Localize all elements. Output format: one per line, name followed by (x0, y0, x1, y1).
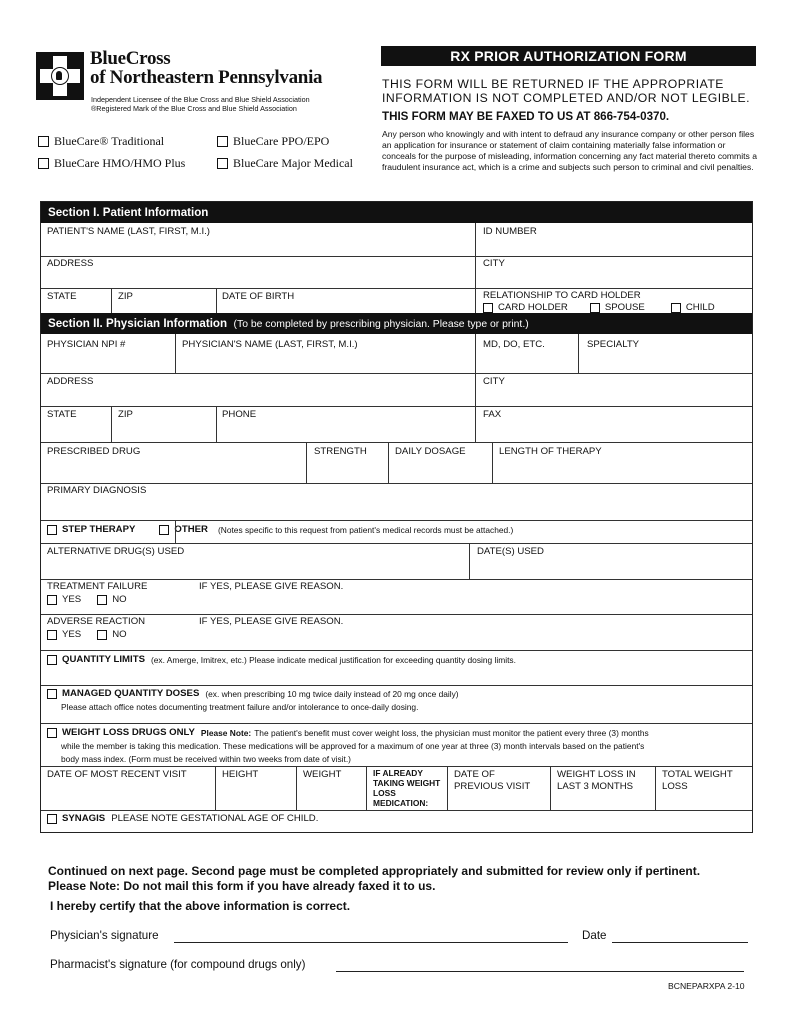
plan-option-hmo[interactable]: BlueCare HMO/HMO Plus (38, 156, 185, 171)
strength-field[interactable]: STRENGTH (314, 446, 367, 457)
prescribed-drug-field[interactable]: PRESCRIBED DRUG (47, 446, 141, 457)
synagis-row (47, 813, 318, 824)
physician-state-field[interactable]: STATE (47, 409, 77, 420)
daily-dosage-field[interactable]: DAILY DOSAGE (395, 446, 466, 457)
treatment-failure-label: TREATMENT FAILURE (47, 581, 148, 592)
managed-quantity-note2: Please attach office notes documenting treatment failure and/or intolerance to once-daily dosing. (61, 702, 419, 712)
patient-address-field[interactable]: ADDRESS (47, 258, 94, 269)
dates-used-field[interactable]: DATE(S) USED (477, 546, 544, 557)
checkbox-icon[interactable] (217, 136, 228, 147)
bluecross-logo-icon (36, 52, 84, 100)
id-number-field[interactable]: ID NUMBER (483, 226, 537, 237)
trademark-text: ®Registered Mark of the Blue Cross and Blue Shield Association (91, 104, 297, 113)
form-grid (40, 201, 753, 833)
physician-city-field[interactable]: CITY (483, 376, 505, 387)
plan-option-traditional[interactable]: BlueCare® Traditional (38, 134, 164, 149)
managed-quantity-row (47, 688, 459, 699)
physician-name-field[interactable]: PHYSICIAN'S NAME (LAST, FIRST, M.I.) (182, 339, 358, 350)
step-therapy-option[interactable]: STEP THERAPY (47, 524, 135, 535)
adverse-reaction-label: ADVERSE REACTION (47, 616, 146, 627)
weight-loss-note3: body mass index. (Form must be received within two weeks from date of visit.) (61, 754, 351, 764)
weight-loss-3mo-field[interactable]: WEIGHT LOSS IN LAST 3 MONTHS (557, 769, 636, 792)
adverse-reaction-yes[interactable]: YES (47, 629, 81, 640)
patient-city-field[interactable]: CITY (483, 258, 505, 269)
continued-notice: Continued on next page. Second page must be completed appropriately and submitted for review only if pertinent. (48, 864, 701, 878)
checkbox-icon[interactable] (97, 595, 107, 605)
certify-statement: I hereby certify that the above information is correct. (50, 899, 351, 913)
date-label: Date (582, 929, 607, 942)
weight-loss-option[interactable]: WEIGHT LOSS DRUGS ONLY (47, 727, 195, 738)
adverse-reaction-reason-field[interactable]: IF YES, PLEASE GIVE REASON. (199, 616, 344, 627)
plan-option-ppo[interactable]: BlueCare PPO/EPO (217, 134, 329, 149)
step-therapy-row (47, 524, 513, 535)
license-text: Independent Licensee of the Blue Cross and Blue Shield Association (91, 95, 310, 104)
other-option[interactable]: OTHER (159, 524, 208, 535)
previous-visit-field[interactable]: DATE OF PREVIOUS VISIT (454, 769, 531, 792)
patient-zip-field[interactable]: ZIP (118, 291, 133, 302)
checkbox-icon[interactable] (47, 655, 57, 665)
patient-state-field[interactable]: STATE (47, 291, 77, 302)
if-taking-label: IF ALREADY TAKING WEIGHT LOSS MEDICATION: (373, 768, 441, 808)
return-notice: THIS FORM WILL BE RETURNED IF THE APPROPRIATE INFORMATION IS NOT COMPLETED AND/OR NOT LEGIBLE. (382, 77, 751, 105)
form-code: BCNEPARXPA 2-10 (668, 981, 745, 991)
managed-quantity-option[interactable]: MANAGED QUANTITY DOSES (47, 688, 199, 699)
rel-card-holder-option[interactable]: CARD HOLDER (483, 302, 568, 313)
checkbox-icon[interactable] (217, 158, 228, 169)
checkbox-icon[interactable] (97, 630, 107, 640)
fax-notice: THIS FORM MAY BE FAXED TO US AT 866-754-0370. (382, 110, 670, 123)
checkbox-icon[interactable] (47, 814, 57, 824)
managed-quantity-note: (ex. when prescribing 10 mg twice daily instead of 20 mg once daily) (205, 688, 459, 699)
physician-signature-line[interactable] (174, 942, 568, 943)
date-of-birth-field[interactable]: DATE OF BIRTH (222, 291, 295, 302)
synagis-option[interactable]: SYNAGIS (47, 813, 105, 824)
credential-field[interactable]: MD, DO, ETC. (483, 339, 545, 350)
specialty-field[interactable]: SPECIALTY (587, 339, 640, 350)
pharmacist-signature-label: Pharmacist's signature (for compound drugs only) (50, 958, 306, 971)
treatment-failure-options (47, 594, 133, 605)
form-title: RX PRIOR AUTHORIZATION FORM (381, 46, 756, 66)
plan-option-major-medical[interactable]: BlueCare Major Medical (217, 156, 353, 171)
relationship-label: RELATIONSHIP TO CARD HOLDER (483, 290, 641, 301)
checkbox-icon[interactable] (47, 595, 57, 605)
weight-loss-row (47, 727, 649, 738)
physician-npi-field[interactable]: PHYSICIAN NPI # (47, 339, 126, 350)
brand-region: of Northeastern Pennsylvania (90, 67, 323, 88)
synagis-note: PLEASE NOTE GESTATIONAL AGE OF CHILD. (111, 813, 319, 824)
weight-loss-note1: The patient's benefit must cover weight loss, the physician must monitor the patient every three (3) months (254, 727, 649, 738)
adverse-reaction-no[interactable]: NO (97, 629, 126, 640)
checkbox-icon[interactable] (483, 303, 493, 313)
adverse-reaction-options (47, 629, 133, 640)
weight-field[interactable]: WEIGHT (303, 769, 342, 780)
primary-diagnosis-field[interactable]: PRIMARY DIAGNOSIS (47, 485, 147, 496)
checkbox-icon[interactable] (671, 303, 681, 313)
treatment-failure-yes[interactable]: YES (47, 594, 81, 605)
quantity-limits-note: (ex. Amerge, Imitrex, etc.) Please indicate medical justification for exceeding quantity dosing limits. (150, 654, 516, 665)
brand-name: BlueCross (90, 48, 171, 69)
section-patient-header: Section I. Patient Information (41, 202, 752, 223)
alternative-drugs-field[interactable]: ALTERNATIVE DRUG(S) USED (47, 546, 185, 557)
checkbox-icon[interactable] (38, 136, 49, 147)
rel-child-option[interactable]: CHILD (671, 302, 715, 313)
fraud-notice: Any person who knowingly and with intent to defraud any insurance company or other person files an application for insurance or statement of claim containing materially false information or conceals for the purpose of misleading, information concerning any fact material thereto commits a fraudulent insurance act, which is a crime and subjects such person to criminal and civil penalties. (382, 129, 757, 172)
date-line[interactable] (612, 942, 748, 943)
other-note: (Notes specific to this request from patient's medical records must be attached.) (217, 524, 514, 535)
no-mail-notice: Please Note: Do not mail this form if you have already faxed it to us. (48, 879, 436, 893)
pharmacist-signature-line[interactable] (336, 971, 744, 972)
checkbox-icon[interactable] (159, 525, 169, 535)
total-weight-loss-field[interactable]: TOTAL WEIGHT LOSS (662, 769, 733, 792)
quantity-limits-option[interactable]: QUANTITY LIMITS (47, 654, 145, 665)
physician-address-field[interactable]: ADDRESS (47, 376, 94, 387)
quantity-limits-row (47, 654, 516, 665)
weight-loss-note2: while the member is taking this medication. These medications will be approved for a maximum of one year at three (3) month intervals based on the patient's (61, 741, 645, 751)
physician-signature-label: Physician's signature (50, 929, 159, 942)
physician-phone-field[interactable]: PHONE (222, 409, 257, 420)
treatment-failure-reason-field[interactable]: IF YES, PLEASE GIVE REASON. (199, 581, 344, 592)
checkbox-icon[interactable] (47, 525, 57, 535)
recent-visit-field[interactable]: DATE OF MOST RECENT VISIT (47, 769, 187, 780)
height-field[interactable]: HEIGHT (222, 769, 259, 780)
length-of-therapy-field[interactable]: LENGTH OF THERAPY (499, 446, 602, 457)
checkbox-icon[interactable] (47, 630, 57, 640)
rel-spouse-option[interactable]: SPOUSE (590, 302, 645, 313)
checkbox-icon[interactable] (38, 158, 49, 169)
physician-zip-field[interactable]: ZIP (118, 409, 133, 420)
patient-name-field[interactable]: PATIENT'S NAME (LAST, FIRST, M.I.) (47, 226, 210, 237)
checkbox-icon[interactable] (590, 303, 600, 313)
checkbox-icon[interactable] (47, 689, 57, 699)
relationship-options (483, 302, 721, 313)
weight-loss-please-note: Please Note: (200, 727, 252, 738)
checkbox-icon[interactable] (47, 728, 57, 738)
physician-fax-field[interactable]: FAX (483, 409, 502, 420)
section-physician-header: Section II. Physician Information (To be completed by prescribing physician. Please type or print.) (41, 313, 752, 334)
treatment-failure-no[interactable]: NO (97, 594, 126, 605)
